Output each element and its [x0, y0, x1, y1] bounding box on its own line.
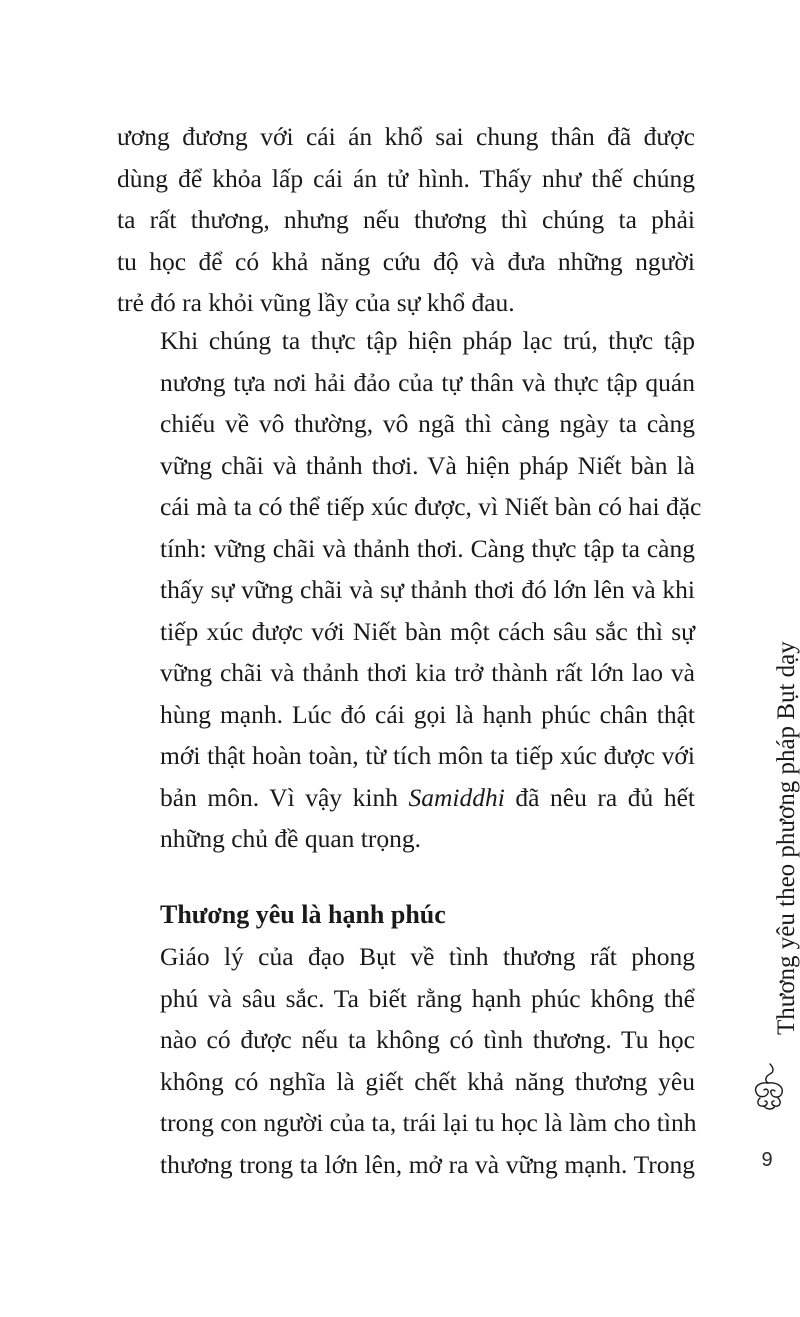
text-line: chiếu về vô thường, vô ngã thì càng ngày ta càng [160, 409, 695, 438]
sutra-title: Samiddhi [408, 782, 505, 812]
text-line: vững chãi và thảnh thơi kia trở thành rất lớn lao và [160, 658, 695, 687]
text-line: trong con người của ta, trái lại tu học là làm cho tình [160, 1108, 697, 1137]
text-line: mới thật hoàn toàn, từ tích môn ta tiếp xúc được với [160, 741, 695, 770]
text-line: thấy sự vững chãi và sự thảnh thơi đó lớn lên và khi [160, 575, 695, 604]
text-line: vững chãi và thảnh thơi. Và hiện pháp Niết bàn là [160, 450, 695, 480]
text-line: không có nghĩa là giết chết khả năng thương yêu [160, 1066, 695, 1096]
page-number: 9 [761, 1149, 773, 1171]
text-line: tính: vững chãi và thảnh thơi. Càng thực tập ta càng [160, 533, 695, 563]
text-line: ương đương với cái án khổ sai chung thân đã được [117, 122, 695, 151]
text-segment: đã nêu ra đủ hết [504, 782, 695, 812]
text-line: Giáo lý của đạo Bụt về tình thương rất phong [160, 942, 695, 971]
text-line: những chủ đề quan trọng. [160, 824, 421, 853]
paragraph-continuation [117, 116, 695, 324]
paragraph-nirvana [117, 320, 702, 860]
section-heading: Thương yêu là hạnh phúc [160, 900, 446, 929]
text-line: dùng để khỏa lấp cái án tử hình. Thấy như thế chúng [117, 163, 695, 193]
text-line: thương trong ta lớn lên, mở ra và vững mạnh. Trong [160, 1149, 695, 1179]
text-line: tu học để có khả năng cứu độ và đưa những người [117, 246, 695, 276]
text-line: ta rất thương, nhưng nếu thương thì chúng ta phải [117, 205, 695, 234]
text-line: nương tựa nơi hải đảo của tự thân và thực tập quán [160, 367, 695, 397]
text-line: tiếp xúc được với Niết bàn một cách sâu sắc thì sự [160, 616, 695, 646]
text-segment: bản môn. Vì vậy kinh [160, 782, 409, 812]
text-line: trẻ đó ra khỏi vũng lầy của sự khổ đau. [117, 288, 515, 317]
cloud-swirl-icon [748, 1060, 792, 1112]
paragraph-love [117, 936, 695, 1185]
text-line: hùng mạnh. Lúc đó cái gọi là hạnh phúc chân thật [160, 699, 695, 729]
text-line: phú và sâu sắc. Ta biết rằng hạnh phúc không thể [160, 983, 695, 1013]
text-line: Khi chúng ta thực tập hiện pháp lạc trú, thực tập [160, 326, 695, 355]
running-head: Thương yêu theo phương pháp Bụt dạy [773, 641, 800, 1035]
text-line: nào có được nếu ta không có tình thương. Tu học [160, 1025, 695, 1054]
text-line: cái mà ta có thể tiếp xúc được, vì Niết bàn có hai đặc [160, 492, 702, 521]
text-line-with-italic [117, 777, 695, 819]
